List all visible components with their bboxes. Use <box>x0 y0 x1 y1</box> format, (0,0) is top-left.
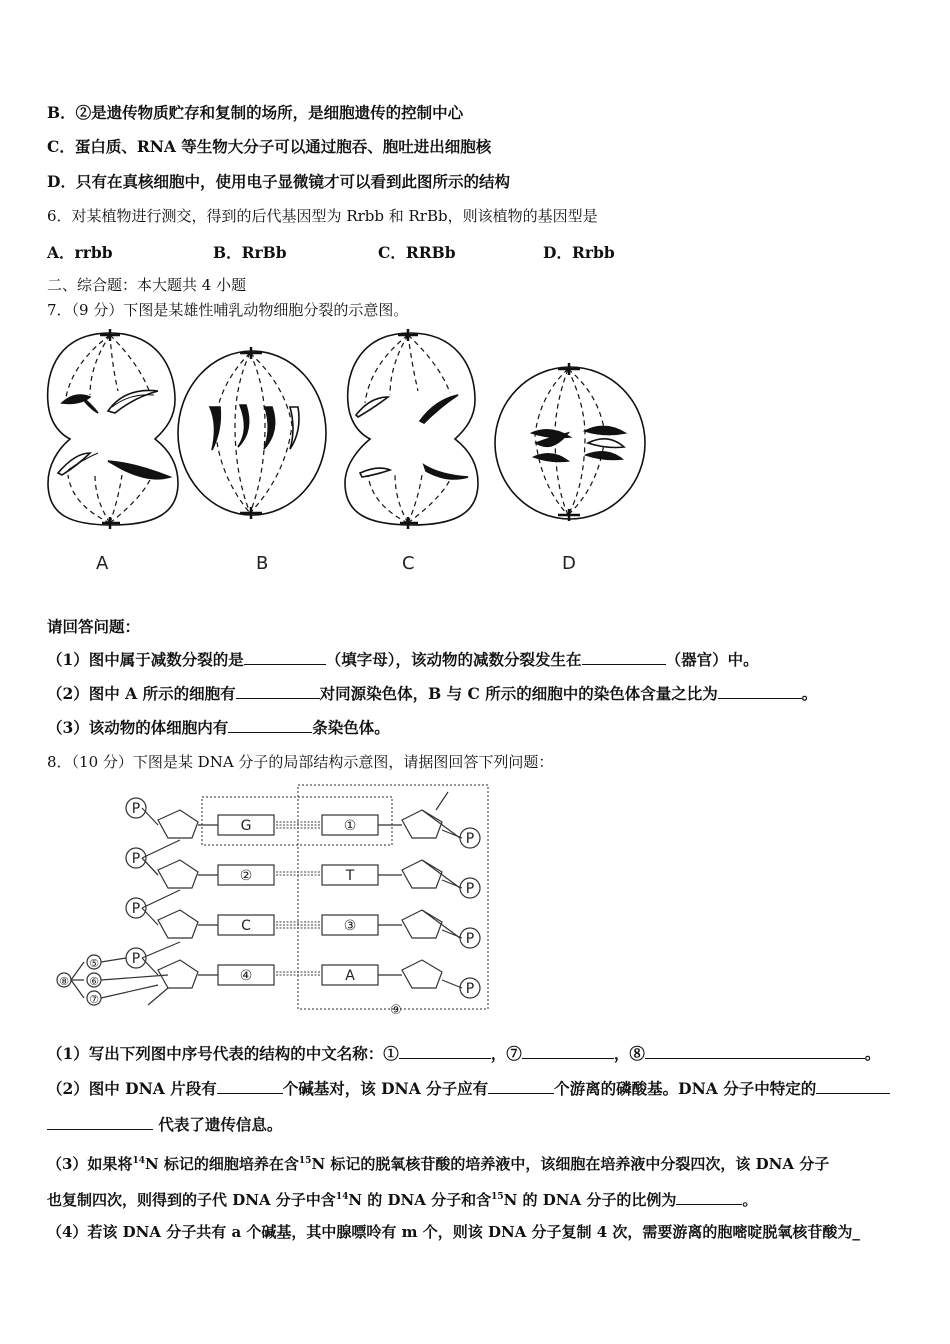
phosphate-label: P <box>131 851 141 867</box>
q7-sub1-text-b: （填字母），该动物的减数分裂发生在 <box>325 650 582 669</box>
cell-division-figure <box>40 325 650 580</box>
section-heading: 二、综合题：本大题共 4 小题 <box>47 276 247 294</box>
q6-stem: 6．对某植物进行测交，得到的后代基因型为 Rrbb 和 RrBb，则该植物的基因型是 <box>47 207 598 225</box>
answer-blank[interactable] <box>236 684 320 699</box>
phosphate-label: P <box>465 931 475 947</box>
side-label: ⑦ <box>89 993 99 1006</box>
q7-sub2-text-b: 对同源染色体，B 与 C 所示的细胞中的染色体含量之比为 <box>319 684 718 703</box>
side-label: ⑤ <box>89 957 99 970</box>
q6-option-d: D．Rrbb <box>543 243 615 262</box>
phosphate-label: P <box>131 951 141 967</box>
figure-label-a: A <box>96 553 109 574</box>
base-label: G <box>240 818 252 834</box>
q6-option-c: C．RRBb <box>378 243 456 262</box>
figure-label-d: D <box>562 553 576 574</box>
q8-sub2-text-a: （2）图中 DNA 片段有 <box>47 1079 217 1098</box>
q5-option-b: B．②是遗传物质贮存和复制的场所，是细胞遗传的控制中心 <box>47 103 464 122</box>
base-label: ① <box>343 818 357 834</box>
base-label: ③ <box>343 918 357 934</box>
base-label: A <box>345 968 355 984</box>
base-label: ② <box>239 868 253 884</box>
q7-stem: 7．（9 分）下图是某雄性哺乳动物细胞分裂的示意图。 <box>47 301 409 319</box>
figure-label-c: C <box>402 553 415 574</box>
superscript: 15 <box>491 1192 504 1202</box>
q8-sub1-text-d: 。 <box>864 1044 881 1063</box>
q6-option-b: B．RrBb <box>213 243 287 262</box>
superscript: 14 <box>132 1156 145 1166</box>
q7-sub2-text-c: 。 <box>801 684 818 703</box>
q8-sub3-text-c: N 标记的脱氧核苷酸的培养液中，该细胞在培养液中分裂四次，该 DNA 分子 <box>311 1155 830 1173</box>
answer-blank[interactable] <box>718 684 802 699</box>
figure-label-b: B <box>256 553 269 574</box>
q8-sub3-text-e: N 的 DNA 分子和含 <box>348 1191 492 1209</box>
answer-blank[interactable] <box>645 1044 865 1059</box>
q8-stem: 8．（10 分）下图是某 DNA 分子的局部结构示意图，请据图回答下列问题： <box>47 753 554 771</box>
answer-blank[interactable] <box>47 1115 153 1130</box>
q7-sub3-text-a: （3）该动物的体细胞内有 <box>47 718 229 737</box>
superscript: 14 <box>335 1192 349 1202</box>
q8-sub2-text-d: 代表了遗传信息。 <box>158 1115 283 1134</box>
answer-blank[interactable] <box>522 1044 614 1059</box>
q6-option-a: A．rrbb <box>47 243 113 262</box>
base-label: C <box>241 918 251 934</box>
answer-blank[interactable] <box>582 650 666 665</box>
q8-sub1-text-c: ，⑧ <box>613 1044 645 1063</box>
q8-sub3-text-d: 也复制四次，则得到的子代 DNA 分子中含 <box>47 1191 336 1209</box>
answer-blank[interactable] <box>244 650 326 665</box>
q8-sub1-text-b: ，⑦ <box>490 1044 522 1063</box>
side-label: ⑥ <box>89 975 99 988</box>
phosphate-label: P <box>131 801 141 817</box>
cell-c <box>345 329 478 529</box>
q7-sub1-text-c: （器官）中。 <box>665 650 759 669</box>
q8-sub3-text-b: N 标记的细胞培养在含 <box>144 1155 299 1173</box>
q7-prompt: 请回答问题： <box>47 617 141 636</box>
q8-sub3-text-a: （3）如果将 <box>47 1155 133 1173</box>
answer-blank[interactable] <box>217 1079 283 1094</box>
answer-blank[interactable] <box>228 718 312 733</box>
dna-structure-diagram <box>50 780 500 1020</box>
q8-sub4: （4）若该 DNA 分子共有 a 个碱基，其中腺嘌呤有 m 个，则该 DNA 分子复制 4 次，需要游离的胞嘧啶脱氧核苷酸为_ <box>47 1223 860 1241</box>
q8-sub2-text-b: 个碱基对，该 DNA 分子应有 <box>282 1079 489 1098</box>
cell-a <box>48 329 178 529</box>
cell-b <box>178 347 326 519</box>
base-label: ④ <box>239 968 253 984</box>
cell-d <box>495 363 645 521</box>
q8-sub3-text-f: N 的 DNA 分子的比例为 <box>503 1191 677 1209</box>
bottom-label: ⑨ <box>390 1003 402 1018</box>
answer-blank[interactable] <box>399 1044 491 1059</box>
q8-sub3-text-g: 。 <box>742 1191 758 1209</box>
base-label: T <box>345 868 355 884</box>
phosphate-label: P <box>131 901 141 917</box>
q7-sub3-text-b: 条染色体。 <box>312 718 390 737</box>
superscript: 15 <box>298 1156 312 1166</box>
q7-sub2-text-a: （2）图中 A 所示的细胞有 <box>47 684 236 703</box>
q8-sub1-text-a: （1）写出下列图中序号代表的结构的中文名称：① <box>47 1044 399 1063</box>
q8-sub2-text-c: 个游离的磷酸基。DNA 分子中特定的 <box>554 1079 817 1098</box>
side-label: ⑧ <box>59 975 69 988</box>
answer-blank[interactable] <box>676 1190 742 1205</box>
q5-option-d: D．只有在真核细胞中，使用电子显微镜才可以看到此图所示的结构 <box>47 172 510 191</box>
q5-option-c: C．蛋白质、RNA 等生物大分子可以通过胞吞、胞吐进出细胞核 <box>47 137 492 156</box>
q7-sub1-text-a: （1）图中属于减数分裂的是 <box>47 650 244 669</box>
answer-blank[interactable] <box>816 1079 890 1094</box>
answer-blank[interactable] <box>488 1079 554 1094</box>
phosphate-label: P <box>465 831 475 847</box>
phosphate-label: P <box>465 981 475 997</box>
phosphate-label: P <box>465 881 475 897</box>
